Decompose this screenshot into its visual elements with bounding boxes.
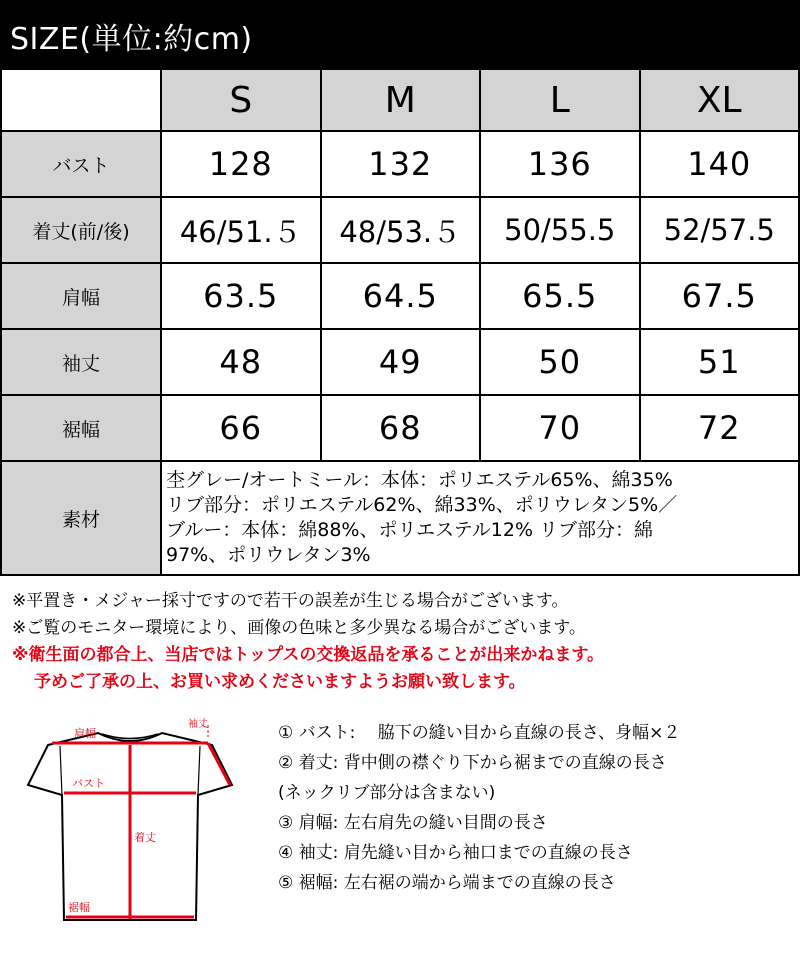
table-row bbox=[1, 263, 799, 329]
table-cell: 48 bbox=[161, 329, 321, 395]
table-row bbox=[1, 329, 799, 395]
diagram-label-bust: バスト bbox=[72, 777, 105, 790]
size-title: SIZE(単位:約cm) bbox=[10, 22, 253, 57]
table-cell: 140 bbox=[640, 131, 800, 197]
table-cell: 49 bbox=[321, 329, 481, 395]
tshirt-measurement-diagram bbox=[20, 715, 240, 935]
row-label-shoulder: 肩幅 bbox=[1, 263, 161, 329]
table-cell: 50 bbox=[480, 329, 640, 395]
table-cell: 52/57.5 bbox=[640, 197, 800, 263]
size-header-bar bbox=[0, 0, 800, 68]
size-s-header: S bbox=[161, 69, 321, 131]
table-cell: 64.5 bbox=[321, 263, 481, 329]
table-cell: 65.5 bbox=[480, 263, 640, 329]
legend-item: (ネックリブ部分は含まない) bbox=[278, 783, 496, 803]
material-text bbox=[161, 461, 799, 575]
diagram-label-sleeve: 袖丈 bbox=[188, 719, 208, 730]
notes-section bbox=[12, 588, 792, 696]
row-label-material: 素材 bbox=[1, 461, 161, 575]
table-cell: 50/55.5 bbox=[480, 197, 640, 263]
table-cell: 66 bbox=[161, 395, 321, 461]
diagram-label-length: 着丈 bbox=[134, 831, 156, 844]
row-label-sleeve: 袖丈 bbox=[1, 329, 161, 395]
table-cell: 72 bbox=[640, 395, 800, 461]
note-line: ※平置き・メジャー採寸ですので若干の誤差が生じる場合がございます。 bbox=[12, 591, 569, 611]
table-row bbox=[1, 131, 799, 197]
table-cell: 46/51.５ bbox=[161, 197, 321, 263]
corner-cell bbox=[1, 69, 161, 131]
material-line: リブ部分：ポリエステル62%、綿33%、ポリウレタン5%／ bbox=[166, 494, 678, 516]
legend-item: ④ 袖丈: 肩先縫い目から袖口までの直線の長さ bbox=[278, 843, 633, 863]
size-l-header: L bbox=[480, 69, 640, 131]
material-line: ブルー：本体：綿88%、ポリエステル12% リブ部分：綿 bbox=[166, 519, 654, 541]
note-line: ※ご覧のモニター環境により、画像の色味と多少異なる場合がございます。 bbox=[12, 618, 586, 638]
material-row bbox=[1, 461, 799, 575]
legend-item: ③ 肩幅: 左右肩先の縫い目間の長さ bbox=[278, 813, 548, 833]
table-cell: 136 bbox=[480, 131, 640, 197]
table-cell: 63.5 bbox=[161, 263, 321, 329]
size-table bbox=[0, 68, 800, 576]
size-m-header: M bbox=[321, 69, 481, 131]
row-label-bust: バスト bbox=[1, 131, 161, 197]
table-cell: 132 bbox=[321, 131, 481, 197]
diagram-label-hem: 裾幅 bbox=[68, 901, 90, 914]
material-line: 97%、ポリウレタン3% bbox=[166, 544, 371, 566]
table-cell: 128 bbox=[161, 131, 321, 197]
diagram-label-shoulder: 肩幅 bbox=[74, 727, 96, 740]
legend-item: ② 着丈: 背中側の襟ぐり下から裾までの直線の長さ bbox=[278, 753, 667, 773]
legend-item: ⑤ 裾幅: 左右裾の端から端までの直線の長さ bbox=[278, 873, 616, 893]
table-cell: 51 bbox=[640, 329, 800, 395]
material-line: 杢グレー/オートミール：本体：ポリエステル65%、綿35% bbox=[166, 469, 673, 491]
warning-line: 予めご了承の上、お買い求めくださいますようお願い致します。 bbox=[34, 672, 526, 692]
table-row bbox=[1, 197, 799, 263]
table-cell: 68 bbox=[321, 395, 481, 461]
table-cell: 48/53.５ bbox=[321, 197, 481, 263]
table-cell: 70 bbox=[480, 395, 640, 461]
table-cell: 67.5 bbox=[640, 263, 800, 329]
row-label-length: 着丈(前/後) bbox=[1, 197, 161, 263]
size-xl-header: XL bbox=[640, 69, 800, 131]
measurement-legend bbox=[278, 718, 788, 898]
legend-item: ① バスト: 脇下の縫い目から直線の長さ、身幅×２ bbox=[278, 723, 681, 743]
size-header-row bbox=[1, 69, 799, 131]
row-label-hem: 裾幅 bbox=[1, 395, 161, 461]
warning-line: ※衛生面の都合上、当店ではトップスの交換返品を承ることが出来かねます。 bbox=[12, 645, 604, 665]
table-row bbox=[1, 395, 799, 461]
